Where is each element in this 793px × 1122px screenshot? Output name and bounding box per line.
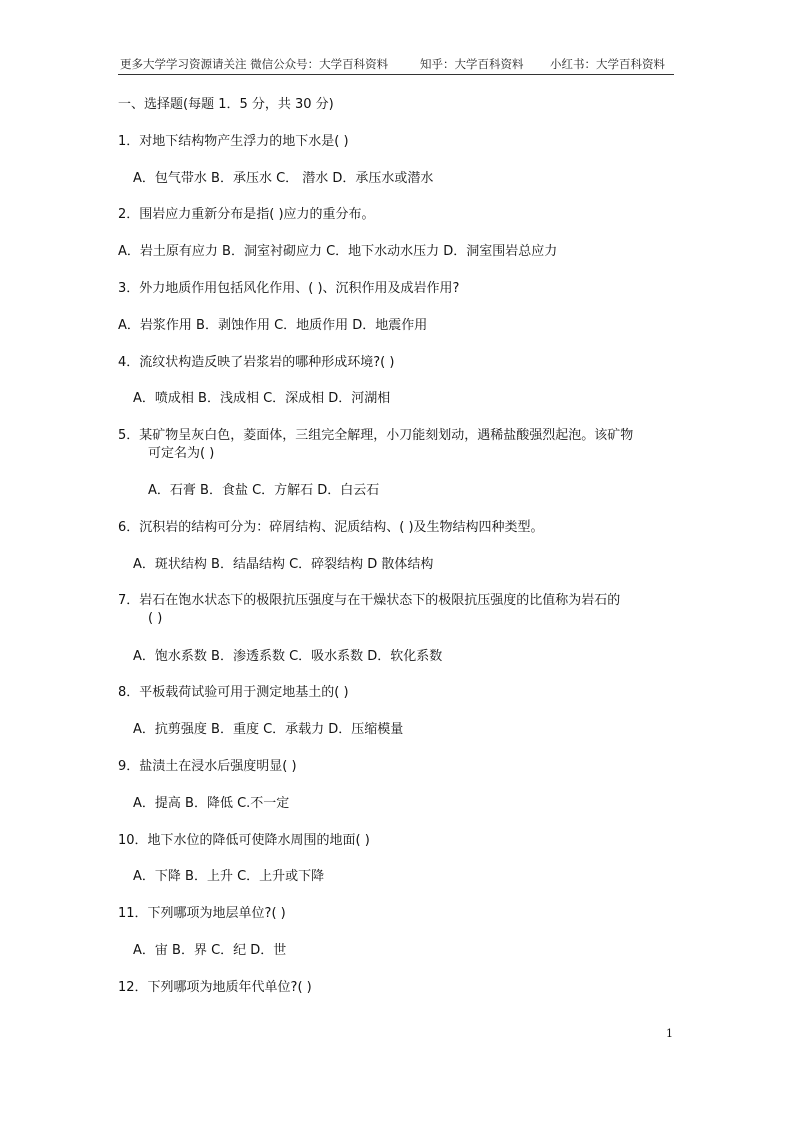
options-line: A．宙 B．界 C．纪 D．世 bbox=[133, 943, 287, 958]
options-line: A．提高 B．降低 C.不一定 bbox=[133, 796, 290, 811]
options-line: A．下降 B．上升 C．上升或下降 bbox=[133, 869, 325, 884]
header-right: 小红书：大学百科资料 bbox=[550, 57, 665, 71]
page-number: 1 bbox=[666, 1027, 673, 1040]
section-title: 一、选择题(每题 1．5 分，共 30 分) bbox=[118, 97, 334, 112]
options-line: A．岩浆作用 B．剥蚀作用 C．地质作用 D．地震作用 bbox=[118, 318, 428, 333]
header-left: 更多大学学习资源请关注 微信公众号：大学百科资料 bbox=[120, 57, 389, 71]
question-line: 6．沉积岩的结构可分为：碎屑结构、泥质结构、( )及生物结构四种类型。 bbox=[118, 520, 544, 535]
question-line: 3．外力地质作用包括风化作用、( )、沉积作用及成岩作用? bbox=[118, 281, 460, 296]
question-line: 11．下列哪项为地层单位?( ) bbox=[118, 906, 286, 921]
question-line: 7．岩石在饱水状态下的极限抗压强度与在干燥状态下的极限抗压强度的比值称为岩石的 bbox=[118, 593, 621, 608]
question-line: 9．盐渍土在浸水后强度明显( ) bbox=[118, 759, 297, 774]
question-line: 1．对地下结构物产生浮力的地下水是( ) bbox=[118, 134, 349, 149]
options-line: A．岩土原有应力 B．洞室衬砌应力 C．地下水动水压力 D．洞室围岩总应力 bbox=[118, 244, 558, 259]
options-line: A．饱水系数 B．渗透系数 C．吸水系数 D．软化系数 bbox=[133, 649, 443, 664]
question-line-continued: ( ) bbox=[148, 611, 163, 626]
question-line: 2．围岩应力重新分布是指( )应力的重分布。 bbox=[118, 207, 375, 222]
question-line: 5．某矿物呈灰白色，菱面体，三组完全解理，小刀能刻划动，遇稀盐酸强烈起泡。该矿物 bbox=[118, 428, 634, 443]
options-line: A．喷成相 B．浅成相 C．深成相 D．河湖相 bbox=[133, 391, 391, 406]
options-line: A．斑状结构 B．结晶结构 C．碎裂结构 D 散体结构 bbox=[133, 557, 434, 572]
question-line: 4．流纹状构造反映了岩浆岩的哪种形成环境?( ) bbox=[118, 355, 395, 370]
question-line-continued: 可定名为( ) bbox=[148, 446, 215, 461]
page-header bbox=[118, 56, 674, 75]
header-middle: 知乎：大学百科资料 bbox=[420, 57, 524, 71]
options-line: A．石膏 B．食盐 C．方解石 D．白云石 bbox=[148, 483, 380, 498]
options-line: A．包气带水 B．承压水 C． 潜水 D．承压水或潜水 bbox=[133, 171, 434, 186]
question-line: 10．地下水位的降低可使降水周围的地面( ) bbox=[118, 833, 370, 848]
options-line: A．抗剪强度 B．重度 C．承载力 D．压缩模量 bbox=[133, 722, 404, 737]
question-line: 12．下列哪项为地质年代单位?( ) bbox=[118, 980, 312, 995]
question-line: 8．平板载荷试验可用于测定地基土的( ) bbox=[118, 685, 349, 700]
